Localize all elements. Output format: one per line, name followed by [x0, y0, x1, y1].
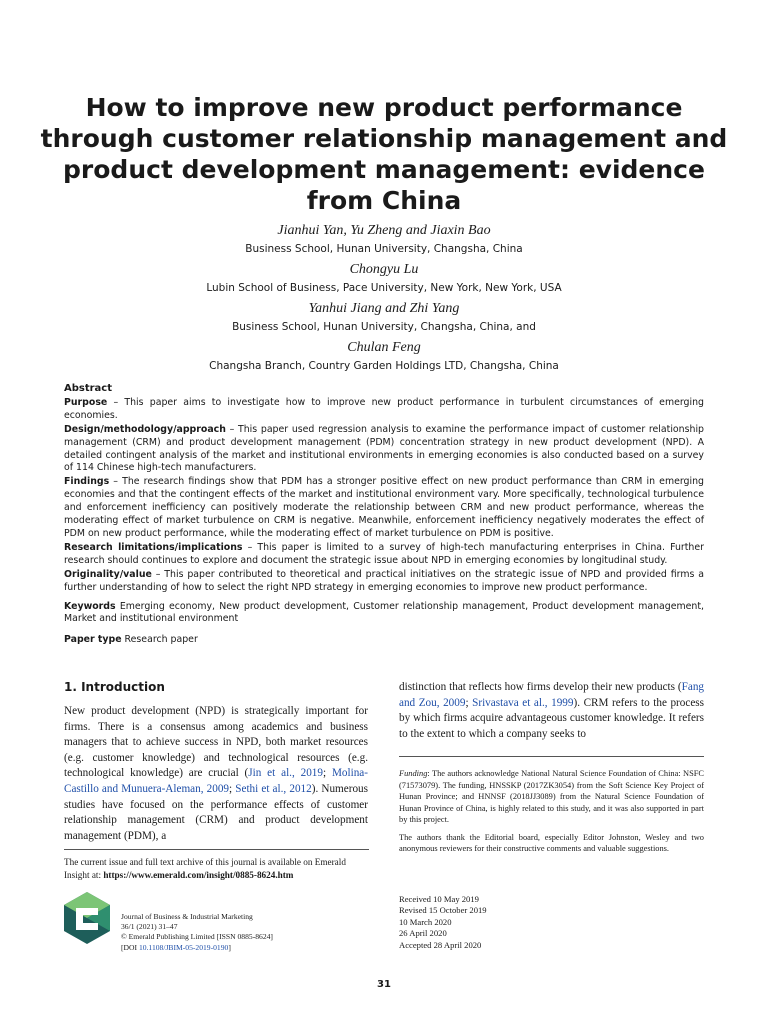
doi-prefix: [DOI — [121, 942, 139, 952]
intro-paragraph — [64, 704, 368, 844]
body-text: distinction that reflects how firms develop their new products ( — [399, 681, 682, 693]
journal-name: Journal of Business & Industrial Marketing — [121, 912, 253, 921]
design-text: – This paper used regression analysis to examine the performance impact of customer relationship management (CRM) and product development management (PDM) concentration strategy in new product development (NPD). A detailed contingent analysis of the market and institutional environments in emerging economies is also conducted based on a survey of 114 Chinese high-tech manufacturers. — [64, 423, 704, 474]
design-label: Design/methodology/approach — [64, 423, 226, 435]
citation-link[interactable]: Jin et al., 2019 — [248, 767, 323, 780]
abstract-findings — [64, 476, 704, 541]
journal-availability-note — [64, 856, 369, 882]
originality-text: – This paper contributed to theoretical and practical initiatives on the strategic issue of NPD and provided firms a further understanding of how to select the right NPD strategy in emerging economies to improve new product performance. — [64, 568, 704, 593]
citation-link[interactable]: Fang and Zou, 2009 — [399, 681, 704, 709]
journal-doi — [121, 943, 371, 953]
keywords — [64, 601, 704, 627]
acknowledgement: The authors thank the Editorial board, especially Editor Johnston, Wesley and two anonymous reviewers for their constructive comments and valuable suggestions. — [399, 832, 704, 853]
journal-note-text: The current issue and full text archive of this journal is available on Emerald Insight at: — [64, 857, 346, 880]
author-names: Chulan Feng — [347, 340, 421, 355]
citation-separator: ; — [229, 782, 236, 795]
abstract-purpose — [64, 397, 704, 423]
abstract-section — [64, 383, 704, 648]
doi-suffix: ] — [228, 942, 231, 952]
findings-text: – The research findings show that PDM has a stronger positive effect on new product performance than CRM in emerging economies and that the contingent effects of the market and institutional environment vary. More specifically, technological turbulence and enforcement inefficiency can positively moderate the relationship between CRM and new product performance, whereas the moderating effect of market turbulence on CRM is negative. Meanwhile, enforcement inefficiency negatively moderates the effect of PDM on new product performance, while the moderating effect of market turbulence on PDM is positive. — [64, 476, 704, 539]
journal-url-link[interactable]: https://www.emerald.com/insight/0885-8624.htm — [103, 870, 294, 880]
author-block — [40, 221, 728, 377]
keywords-label: Keywords — [64, 600, 116, 612]
funding-note — [399, 768, 704, 861]
funding-paragraph — [399, 768, 704, 826]
doi-link[interactable]: 10.1108/JBIM-05-2019-0190 — [138, 942, 229, 952]
journal-publisher: © Emerald Publishing Limited [ISSN 0885-8624] — [121, 932, 273, 942]
limitations-label: Research limitations/implications — [64, 541, 243, 553]
author-names: Yanhui Jiang and Zhi Yang — [308, 301, 460, 316]
page-number: 31 — [377, 979, 391, 990]
limitations-text: – This paper is limited to a survey of high-tech manufacturing enterprises in China. Further research should continues to explore and document the strategic issue about NPD in emerging economies by longitudinal study. — [64, 541, 704, 566]
author-affiliation: Lubin School of Business, Pace University, New York, New York, USA — [206, 282, 562, 294]
paper-type-label: Paper type — [64, 634, 122, 646]
paper-type-text: Research paper — [121, 634, 198, 646]
purpose-text: – This paper aims to investigate how to improve new product performance in turbulent circumstances of emerging economies. — [64, 396, 704, 421]
right-column — [399, 680, 704, 742]
article-dates — [399, 894, 704, 951]
paper-title: How to improve new product performance through customer relationship management and product development management: evidence from China — [40, 93, 728, 215]
journal-volume: 36/1 (2021) 31–47 — [121, 922, 178, 932]
divider — [399, 756, 704, 757]
emerald-logo-icon — [62, 890, 112, 946]
intro-text: New product development (NPD) is strategically important for firms. There is a consensus among academics and business managers that to achieve success in NPD, both market resources (e.g. customer knowledge) and technological resources (e.g. technological knowledge) are crucial ( — [64, 705, 368, 780]
keywords-text: Emerging economy, New product development, Customer relationship management, Product development management, Market and institutional environment — [64, 600, 704, 625]
purpose-label: Purpose — [64, 396, 108, 408]
abstract-design — [64, 424, 704, 476]
originality-label: Originality/value — [64, 568, 152, 580]
author-names: Chongyu Lu — [349, 262, 419, 277]
section-heading: 1. Introduction — [64, 680, 165, 694]
date-line: Revised 15 October 2019 — [399, 905, 487, 916]
citation-separator: ; — [465, 696, 473, 709]
paper-type — [64, 634, 704, 647]
findings-label: Findings — [64, 476, 110, 488]
citation-link[interactable]: Srivastava et al., 1999 — [472, 696, 574, 709]
intro-text: ). Numerous studies have focused on the performance effects of customer relationship management (CRM) and product development management (PDM), a — [64, 782, 368, 842]
author-affiliation: Business School, Hunan University, Changsha, China — [245, 243, 523, 255]
date-line: 26 April 2020 — [399, 928, 447, 939]
abstract-heading: Abstract — [64, 383, 113, 394]
body-text: ). CRM refers to the process by which firms acquire advantageous customer knowledge. It refers to the extent to which a company seeks to — [399, 696, 705, 740]
funding-text: : The authors acknowledge National Natural Science Foundation of China: NSFC (71573079). The funding, HNSSKP (2017ZK3054) from the Soft Science Key Project of Hunan Province; and HNNSF (2018JJ3089) from the Natural Science Foundation of Hunan Province of China, is highly related to this study, and it was also supported in part by this project. — [399, 769, 704, 824]
journal-info — [121, 912, 371, 953]
date-line: 10 March 2020 — [399, 916, 452, 927]
divider — [64, 849, 369, 850]
citation-link[interactable]: Molina-Castillo and Munuera-Aleman, 2009 — [64, 767, 368, 795]
date-line: Received 10 May 2019 — [399, 894, 479, 904]
intro-column — [64, 680, 368, 844]
funding-label: Funding — [399, 769, 428, 778]
author-affiliation: Business School, Hunan University, Changsha, China, and — [232, 321, 536, 333]
citation-link[interactable]: Sethi et al., 2012 — [235, 782, 312, 795]
author-affiliation: Changsha Branch, Country Garden Holdings LTD, Changsha, China — [209, 360, 559, 372]
date-line: Accepted 28 April 2020 — [399, 939, 482, 950]
citation-separator: ; — [323, 767, 332, 780]
abstract-limitations — [64, 542, 704, 568]
body-paragraph — [399, 680, 704, 742]
abstract-originality — [64, 569, 704, 595]
author-names: Jianhui Yan, Yu Zheng and Jiaxin Bao — [277, 223, 491, 238]
